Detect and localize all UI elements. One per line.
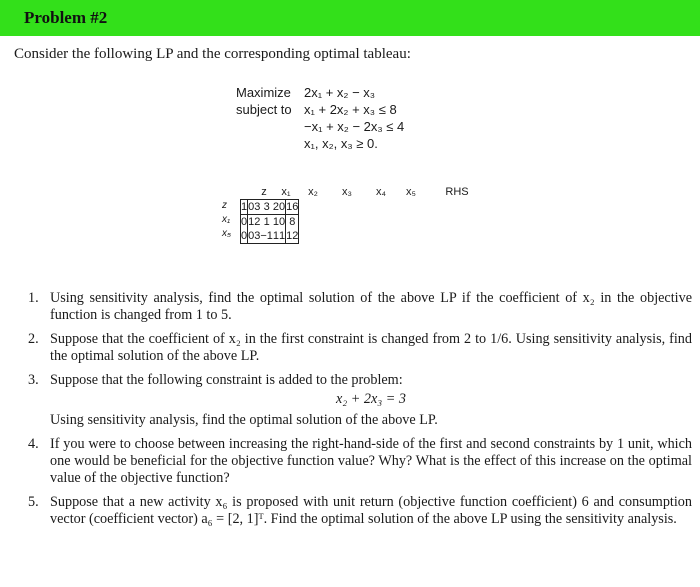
tableau-cell: 1	[272, 216, 280, 228]
tableau-cell: 2	[254, 216, 261, 228]
question-number: 3.	[28, 372, 39, 388]
tableau-rhs-cell: 8	[286, 215, 299, 230]
tableau-cell: 0	[248, 201, 255, 213]
question-text: Using sensitivity analysis, find the optimal solution of the above LP if the coefficient of x₂ in the objective function is changed from 1 to 5.	[50, 290, 692, 323]
tableau-column-header: x₅	[406, 186, 416, 198]
question-item	[28, 436, 692, 487]
tableau-cell: 0	[241, 230, 248, 242]
page-title: Problem #2	[24, 8, 108, 27]
tableau-cell: 3	[260, 200, 273, 215]
tableau-column-header: x₃	[342, 186, 352, 198]
tableau-row	[241, 215, 299, 230]
question-text: Suppose that a new activity x₆ is proposed with unit return (objective function coefficient) 6 and consumption vector (coefficient vector) a₆ = [2, 1]ᵀ. Find the optimal solution of the above LP using the sensitivity analysis.	[50, 494, 692, 527]
question-number: 1.	[28, 290, 39, 306]
lp-row-label: subject to	[236, 102, 292, 117]
tableau-cell: 0	[279, 201, 286, 213]
tableau-grid	[240, 199, 299, 244]
tableau-rhs-cell: 12	[286, 230, 299, 242]
lp-row-expression: x₁, x₂, x₃ ≥ 0.	[304, 136, 378, 151]
tableau-cell: 3	[254, 230, 261, 242]
question-item	[28, 290, 692, 324]
tableau-cell: 3	[254, 201, 261, 213]
tableau-cell: 1	[272, 230, 280, 242]
lp-row-expression: 2x₁ + x₂ − x₃	[304, 85, 376, 100]
lp-row-label: Maximize	[236, 85, 291, 100]
tableau-row-label: z	[222, 200, 227, 211]
tableau-cell: 1	[248, 216, 255, 228]
question-item	[28, 331, 692, 365]
question-body	[50, 372, 692, 429]
tableau-row-label: x₁	[222, 214, 231, 225]
lp-row-label	[236, 118, 304, 135]
intro-text: Consider the following LP and the corresponding optimal tableau:	[14, 46, 411, 62]
question-followup: Using sensitivity analysis, find the optimal solution of the above LP.	[50, 412, 438, 428]
question-item	[28, 372, 692, 429]
tableau-row-label: x₅	[222, 228, 232, 239]
tableau-cell: 0	[248, 230, 255, 242]
tableau-row-labels	[222, 199, 231, 241]
tableau-row	[241, 229, 299, 244]
question-item	[28, 494, 692, 528]
tableau-cell: 0	[279, 216, 286, 228]
tableau-cell: −1	[260, 230, 273, 242]
lp-constraint-row	[236, 118, 404, 135]
lp-row-expression: x₁ + 2x₂ + x₃ ≤ 8	[304, 102, 397, 117]
added-constraint: x₂ + 2x₃ = 3	[336, 391, 406, 407]
tableau-column-header: x₂	[308, 186, 318, 198]
lp-constraint-row	[236, 101, 404, 118]
tableau-column-header: z	[261, 186, 267, 198]
tableau-cell: 1	[263, 216, 270, 228]
lp-nonnegativity-row	[236, 135, 404, 152]
title-bar	[0, 0, 700, 36]
question-text: Suppose that the coefficient of x₂ in the first constraint is changed from 2 to 1/6. Using sensitivity analysis, find the optimal solution of the above LP.	[50, 331, 692, 364]
lp-row-expression: −x₁ + x₂ − 2x₃ ≤ 4	[304, 119, 405, 134]
tableau-column-header: x₁	[281, 186, 291, 198]
question-number: 5.	[28, 494, 39, 510]
question-list	[28, 290, 692, 535]
tableau-cell: 1	[279, 230, 286, 242]
tableau-cell: 0	[241, 216, 248, 228]
question-number: 4.	[28, 436, 39, 452]
tableau-column-header: x₄	[376, 186, 386, 198]
question-text: Suppose that the following constraint is added to the problem:	[50, 372, 403, 388]
question-text: If you were to choose between increasing the right-hand-side of the first and second constraints by 1 unit, which one would be beneficial for the objective function value? Why? What is the effect of this increase on the optimal value of the objective function?	[50, 436, 692, 486]
tableau-rhs-cell: 16	[286, 201, 299, 213]
lp-objective-row	[236, 84, 404, 101]
tableau-column-header: RHS	[445, 186, 469, 198]
tableau-row	[241, 200, 299, 215]
lp-row-label	[236, 135, 304, 152]
lp-formulation	[236, 84, 404, 152]
tableau-cell: 2	[272, 201, 280, 213]
tableau-cell: 1	[241, 201, 248, 213]
question-number: 2.	[28, 331, 39, 347]
